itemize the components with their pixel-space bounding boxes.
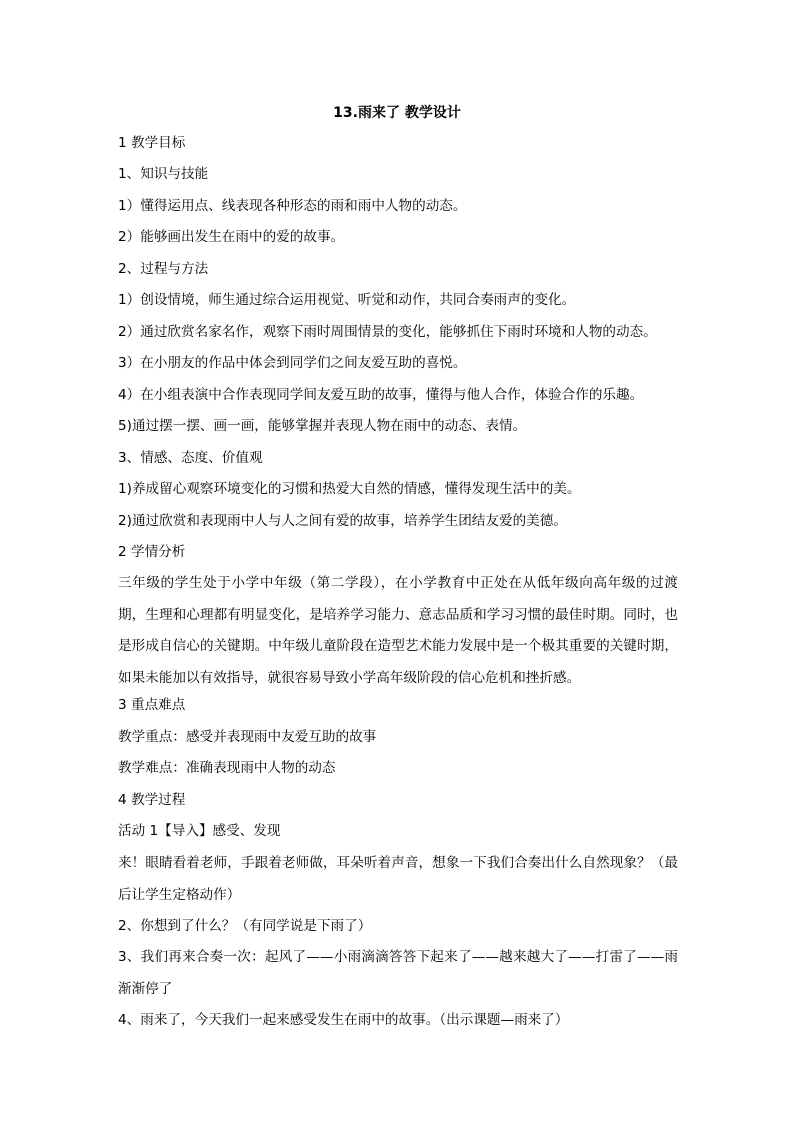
key-point: 教学重点：感受并表现雨中友爱互助的故事 <box>118 729 377 745</box>
heading-key-points: 3 重点难点 <box>118 697 186 713</box>
activity-paragraph: 来！眼睛看着老师，手跟着老师做，耳朵听着声音，想象一下我们合奏出什么自然现象？（最后让学生定格动作） <box>118 855 678 903</box>
analysis-paragraph: 三年级的学生处于小学中年级（第二学段），在小学教育中正处在从低年级向高年级的过渡期，生理和心理都有明显变化，是培养学习能力、意志品质和学习习惯的最佳时期。同时，也是形成自信心的关键期。中年级儿童阶段在造型艺术能力发展中是一个极其重要的关键时期，如果未能加以有效指导，就很容易导致小学高年级阶段的信心危机和挫折感。 <box>118 575 678 686</box>
list-item: 1）创设情境，师生通过综合运用视觉、听觉和动作，共同合奏雨声的变化。 <box>118 292 576 308</box>
list-item: 4、雨来了，今天我们一起来感受发生在雨中的故事。（出示课题—雨来了） <box>118 1012 569 1028</box>
heading-teaching-goals: 1 教学目标 <box>118 135 186 151</box>
subheading-knowledge-skills: 1、知识与技能 <box>118 166 209 182</box>
list-item: 2、你想到了什么？（有同学说是下雨了） <box>118 918 372 934</box>
list-item: 5)通过摆一摆、画一画，能够掌握并表现人物在雨中的动态、表情。 <box>118 418 527 434</box>
list-item: 2）能够画出发生在雨中的爱的故事。 <box>118 229 345 245</box>
difficult-point: 教学难点：准确表现雨中人物的动态 <box>118 760 336 776</box>
heading-teaching-process: 4 教学过程 <box>118 792 186 808</box>
list-item: 1)养成留心观察环境变化的习惯和热爱大自然的情感，懂得发现生活中的美。 <box>118 481 581 497</box>
document-title: 13.雨来了 教学设计 <box>333 105 461 121</box>
subheading-emotion-values: 3、情感、态度、价值观 <box>118 450 263 466</box>
list-item: 1）懂得运用点、线表现各种形态的雨和雨中人物的动态。 <box>118 198 467 214</box>
subheading-process-methods: 2、过程与方法 <box>118 261 209 277</box>
activity-heading: 活动 1【导入】感受、发现 <box>118 823 281 839</box>
heading-student-analysis: 2 学情分析 <box>118 544 186 560</box>
step3-paragraph: 3、我们再来合奏一次：起风了——小雨滴滴答答下起来了——越来越大了——打雷了——雨渐渐停了 <box>118 949 678 997</box>
list-item: 4）在小组表演中合作表现同学间友爱互助的故事，懂得与他人合作，体验合作的乐趣。 <box>118 387 644 403</box>
list-item: 2）通过欣赏名家名作，观察下雨时周围情景的变化，能够抓住下雨时环境和人物的动态。 <box>118 324 657 340</box>
list-item: 2)通过欣赏和表现雨中人与人之间有爱的故事，培养学生团结友爱的美德。 <box>118 513 567 529</box>
list-item: 3）在小朋友的作品中体会到同学们之间友爱互助的喜悦。 <box>118 355 467 371</box>
